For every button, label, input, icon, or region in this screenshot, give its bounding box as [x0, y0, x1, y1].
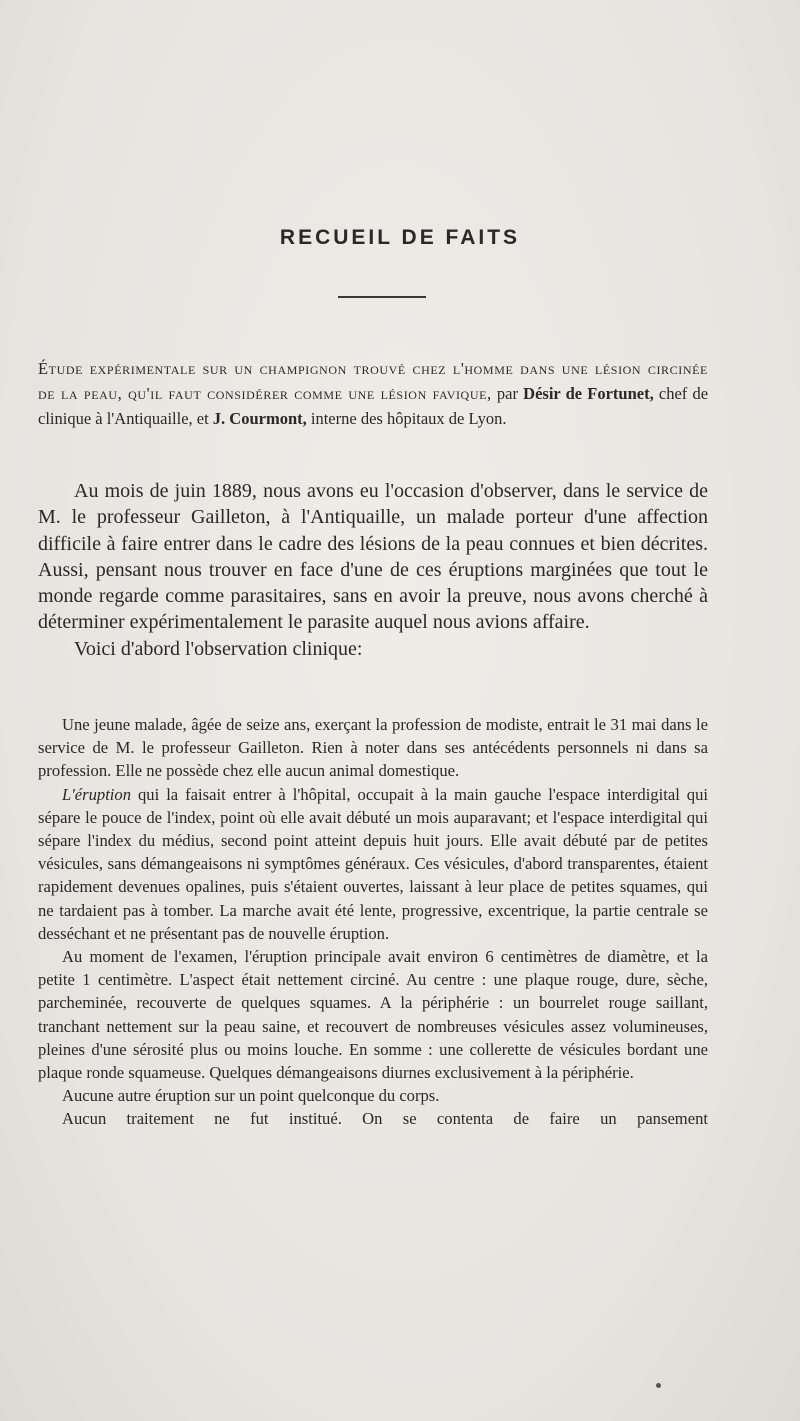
introduction — [38, 478, 708, 662]
author-1: Désir de Fortunet, — [523, 384, 654, 403]
author-1-affiliation: chef de clinique à l'Antiquaille, et — [38, 384, 709, 428]
observation-paragraph-4: Aucune autre éruption sur un point quelconque du corps. — [62, 1086, 440, 1106]
article-heading — [38, 356, 708, 431]
author-2: J. Courmont, — [212, 409, 307, 428]
observation-paragraph-5: Aucun traitement ne fut institué. On se contenta de faire un pansement — [62, 1109, 708, 1129]
observation-paragraph-2 — [38, 783, 708, 945]
intro-transition: Voici d'abord l'observation clinique: — [74, 637, 363, 660]
section-title: RECUEIL DE FAITS — [279, 226, 521, 249]
clinical-observation — [38, 713, 708, 1131]
author-2-affiliation: interne des hôpitaux de Lyon. — [310, 409, 507, 428]
ink-speck — [656, 1383, 661, 1388]
title-divider — [338, 296, 426, 298]
article-title: Étude expérimentale sur un champignon trouvé chez l'homme dans une lésion circinée de la peau, qu'il faut considérer comme une lésion favique, — [38, 359, 708, 403]
intro-paragraph: Au mois de juin 1889, nous avons eu l'occasion d'observer, dans le service de M. le professeur Gailleton, à l'Antiquaille, un malade porteur d'une affection difficile à faire entrer dans le cadre des lésions de la peau connues et bien décrites. Aussi, pensant nous trouver en face d'une de ces éruptions marginées que tout le monde regarde comme parasitaires, sans en avoir la preuve, nous avons cherché à déterminer expérimentalement le parasite auquel nous avions affaire. — [38, 480, 708, 634]
eruption-term: L'éruption — [62, 784, 132, 804]
byline-par: par — [496, 384, 518, 403]
observation-paragraph-3: Au moment de l'examen, l'éruption principale avait environ 6 centimètres de diamètre, et la petite 1 centimètre. L'aspect était nettement circiné. Au centre : une plaque rouge, dure, sèche, parcheminée, recouverte de quelques squames. A la périphérie : un bourrelet rouge saillant, tranchant nettement sur la peau saine, et recouvert de nombreuses vésicules assez volumineuses, pleines d'une sérosité plus ou moins louche. En somme : une collerette de vésicules bordant une plaque ronde squameuse. Quelques démangeaisons diurnes exclusivement à la périphérie. — [38, 947, 708, 1083]
observation-paragraph-2-text: qui la faisait entrer à l'hôpital, occupait à la main gauche l'espace interdigital qui sépare le pouce de l'index, point où elle avait débuté un mois auparavant; et l'espace interdigital qui sépare l'index du médius, second point atteint depuis huit jours. Elle avait débuté par de petites vésicules, sans démangeaisons ni symptômes généraux. Ces vésicules, d'abord transparentes, étaient rapidement devenues opalines, puis s'étaient ouvertes, laissant à leur place de petites squames, qui ne tardaient pas à tomber. La marche avait été lente, progressive, excentrique, la partie centrale se desséchant et ne présentant pas de nouvelle éruption. — [38, 784, 708, 943]
observation-paragraph-1: Une jeune malade, âgée de seize ans, exerçant la profession de modiste, entrait le 31 mai dans le service de M. le professeur Gailleton. Rien à noter dans ses antécédents personnels ni dans sa profession. Elle ne possède chez elle aucun animal domestique. — [38, 715, 708, 781]
